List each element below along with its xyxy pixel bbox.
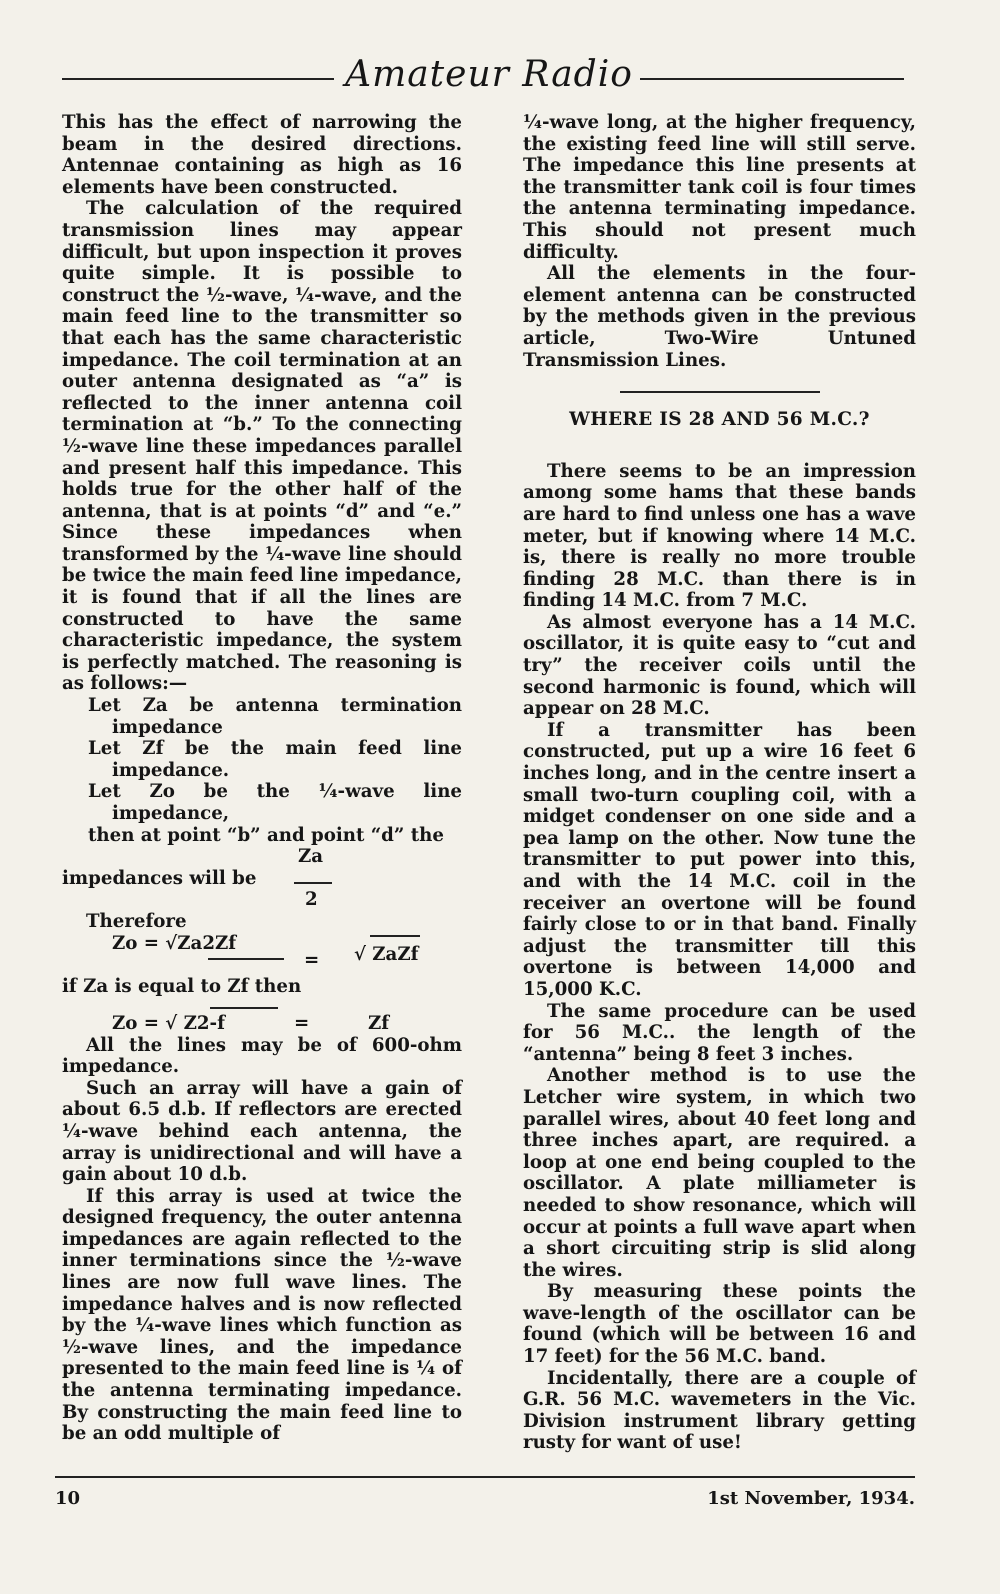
- right-paragraph-3: There seems to be an impression among some hams that these bands are hard to find unless one has a wave meter, but if knowing where 14 M.C. is, there is really no more trouble finding 28 M.C. than there is in finding 14 M.C. from 7 M.C.: [523, 460, 916, 612]
- right-paragraph-1: ¼-wave long, at the higher frequency, the existing feed line will still serve. The impedance this line presents at the transmitter tank coil is four times the antenna terminating impedance. This should not present much difficulty.: [523, 112, 916, 263]
- right-paragraph-8: By measuring these points the wave-length of the oscillator can be found (which will be between 16 and 17 feet) for the 56 M.C. band.: [523, 1281, 916, 1368]
- impedances-label: impedances will be: [62, 867, 257, 889]
- therefore-label: Therefore: [86, 910, 187, 932]
- right-paragraph-2: All the elements in the four-element antenna can be constructed by the methods given in the previous article, Two-Wire Untuned Transmission Lines.: [523, 263, 916, 371]
- page-number: 10: [55, 1488, 81, 1509]
- section-divider: [620, 391, 820, 393]
- right-paragraph-6: The same procedure can be used for 56 M.C.. the length of the “antenna” being 8 feet 3 inches.: [523, 1000, 916, 1065]
- right-paragraph-7: Another method is to use the Letcher wire system, in which two parallel wires, about 40 feet long and three inches apart, are required. a loop at one end being coupled to the oscillator. A plate milliameter is needed to show resonance, which will occur at points a full wave apart when a short circuiting strip is slid along the wires.: [523, 1065, 916, 1281]
- zf-result: Zf: [368, 1012, 390, 1034]
- left-paragraph-1: This has the effect of narrowing the beam in the desired directions. Antennae containing as high as 16 elements have been constructed.: [62, 112, 462, 198]
- zo-equation-2: Zo = √ Z2-f: [112, 1012, 225, 1034]
- footer-rule: [55, 1476, 915, 1478]
- left-paragraph-5: If this array is used at twice the designed frequency, the outer antenna impedances are again reflected to the inner terminations since the ½-wave lines are now full wave lines. The impedance halves and is now reflected by the ¼-wave lines which function as ½-wave lines, and the impedance presented to the main feed line is ¼ of the antenna terminating impedance. By constructing the main feed line to be an odd multiple of: [62, 1185, 462, 1445]
- right-column: [523, 112, 916, 1454]
- definition-zf: Let Zf be the main feed line impedance.: [88, 738, 462, 781]
- definition-za: Let Za be antenna termination impedance: [88, 695, 462, 738]
- left-paragraph-3: All the lines may be of 600-ohm impedance.: [62, 1034, 462, 1078]
- issue-date: 1st November, 1934.: [707, 1488, 915, 1509]
- left-column: [62, 112, 462, 1445]
- radical-overline-2: [210, 1007, 278, 1009]
- left-paragraph-4: Such an array will have a gain of about 6.5 d.b. If reflectors are erected ¼-wave behind each antenna, the array is unidirectional and will have a gain about 10 d.b.: [62, 1077, 462, 1186]
- equals-sign-2: =: [294, 1012, 310, 1034]
- masthead-rule-left: [62, 78, 334, 80]
- masthead: [62, 52, 904, 100]
- then-line: then at point “b” and point “d” the: [88, 824, 444, 846]
- zo-equation-1: Zo = √Za2Zf: [112, 932, 237, 954]
- fraction-numerator: Za: [298, 846, 324, 868]
- equals-sign-1: =: [304, 950, 320, 972]
- right-paragraph-4: As almost everyone has a 14 M.C. oscillator, it is quite easy to “cut and try” the receiver coils until the second harmonic is found, which will appear on 28 M.C.: [523, 611, 916, 720]
- radical-overline: [370, 935, 420, 937]
- if-za-equals-zf: if Za is equal to Zf then: [62, 975, 302, 997]
- fraction-bar: [294, 882, 332, 884]
- section-heading: WHERE IS 28 AND 56 M.C.?: [569, 409, 870, 431]
- formula-block: [62, 846, 462, 1040]
- definition-zo: Let Zo be the ¼-wave line impedance,: [88, 781, 462, 824]
- page-footer: [55, 1476, 915, 1516]
- equation-bar: [208, 958, 284, 960]
- left-paragraph-2: The calculation of the required transmission lines may appear difficult, but upon inspection it proves quite simple. It is possible to construct the ½-wave, ¼-wave, and the main feed line to the transmitter so that each has the same characteristic impedance. The coil termination at an outer antenna designated as “a” is reflected to the inner antenna coil termination at “b.” To the connecting ½-wave line these impedances parallel and present half this impedance. This holds true for the other half of the antenna, that is at points “d” and “e.” Since these impedances when transformed by the ¼-wave line should be twice the main feed line impedance, it is found that if all the lines are constructed to have the same characteristic impedance, the system is perfectly matched. The reasoning is as follows:—: [62, 198, 462, 695]
- right-paragraph-9: Incidentally, there are a couple of G.R. 56 M.C. wavemeters in the Vic. Division instrument library getting rusty for want of use!: [523, 1367, 916, 1454]
- magazine-title: Amateur Radio: [345, 54, 633, 95]
- fraction-denominator: 2: [305, 889, 318, 911]
- masthead-rule-right: [640, 78, 904, 80]
- sqrt-zazf: √ ZaZf: [354, 944, 419, 966]
- right-paragraph-5: If a transmitter has been constructed, put up a wire 16 feet 6 inches long, and in the centre insert a small two-turn coupling coil, with a midget condenser on one side and a pea lamp on the other. Now tune the transmitter to put power into this, and with the 14 M.C. coil in the receiver an overtone will be found fairly close to or in that band. Finally adjust the transmitter till this overtone is between 14,000 and 15,000 K.C.: [523, 719, 916, 1000]
